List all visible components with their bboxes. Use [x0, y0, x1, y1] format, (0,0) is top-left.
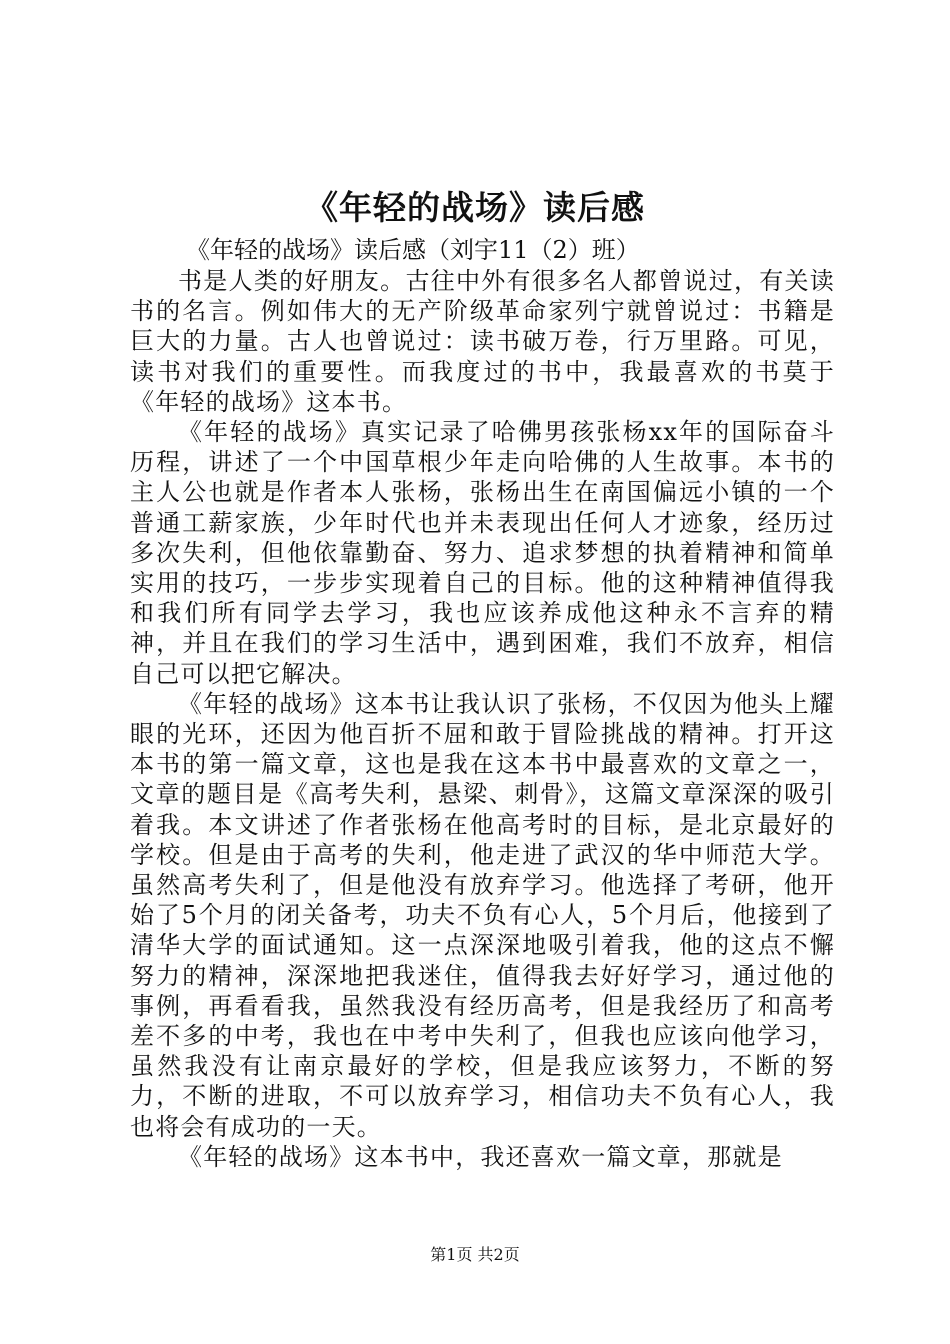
document-body [130, 266, 835, 1172]
paragraph: 《年轻的战场》这本书让我认识了张杨，不仅因为他头上耀眼的光环，还因为他百折不屈和敢于冒险挑战的精神。打开这本书的第一篇文章，这也是我在这本书中最喜欢的文章之一，文章的题目是《高考失利，悬梁、刺骨》，这篇文章深深的吸引着我。本文讲述了作者张杨在他高考时的目标，是北京最好的学校。但是由于高考的失利，他走进了武汉的华中师范大学。虽然高考失利了，但是他没有放弃学习。他选择了考研，他开始了5个月的闭关备考，功夫不负有心人，5个月后，他接到了清华大学的面试通知。这一点深深地吸引着我，他的这点不懈努力的精神，深深地把我迷住，值得我去好好学习，通过他的事例，再看看我，虽然我没有经历高考，但是我经历了和高考差不多的中考，我也在中考中失利了，但我也应该向他学习，虽然我没有让南京最好的学校，但是我应该努力，不断的努力，不断的进取，不可以放弃学习，相信功夫不负有心人，我也将会有成功的一天。 [130, 689, 835, 1141]
paragraph: 《年轻的战场》真实记录了哈佛男孩张杨xx年的国际奋斗历程，讲述了一个中国草根少年走向哈佛的人生故事。本书的主人公也就是作者本人张杨，张杨出生在南国偏远小镇的一个普通工薪家族，少年时代也并未表现出任何人才迹象，经历过多次失利，但他依靠勤奋、努力、追求梦想的执着精神和简单实用的技巧，一步步实现着自己的目标。他的这种精神值得我和我们所有同学去学习，我也应该养成他这种永不言弃的精神，并且在我们的学习生活中，遇到困难，我们不放弃，相信自己可以把它解决。 [130, 418, 835, 688]
paragraph: 书是人类的好朋友。古往中外有很多名人都曾说过，有关读书的名言。例如伟大的无产阶级革命家列宁就曾说过：书籍是巨大的力量。古人也曾说过：读书破万卷，行万里路。可见，读书对我们的重要性。而我度过的书中，我最喜欢的书莫于《年轻的战场》这本书。 [130, 267, 835, 416]
paragraph: 《年轻的战场》这本书中，我还喜欢一篇文章，那就是 [178, 1142, 783, 1171]
document-title: 《年轻的战场》读后感 [305, 188, 645, 227]
page-number-footer: 第1页 共2页 [430, 1245, 520, 1264]
document-subtitle: 《年轻的战场》读后感（刘宇11（2）班） [186, 236, 640, 264]
